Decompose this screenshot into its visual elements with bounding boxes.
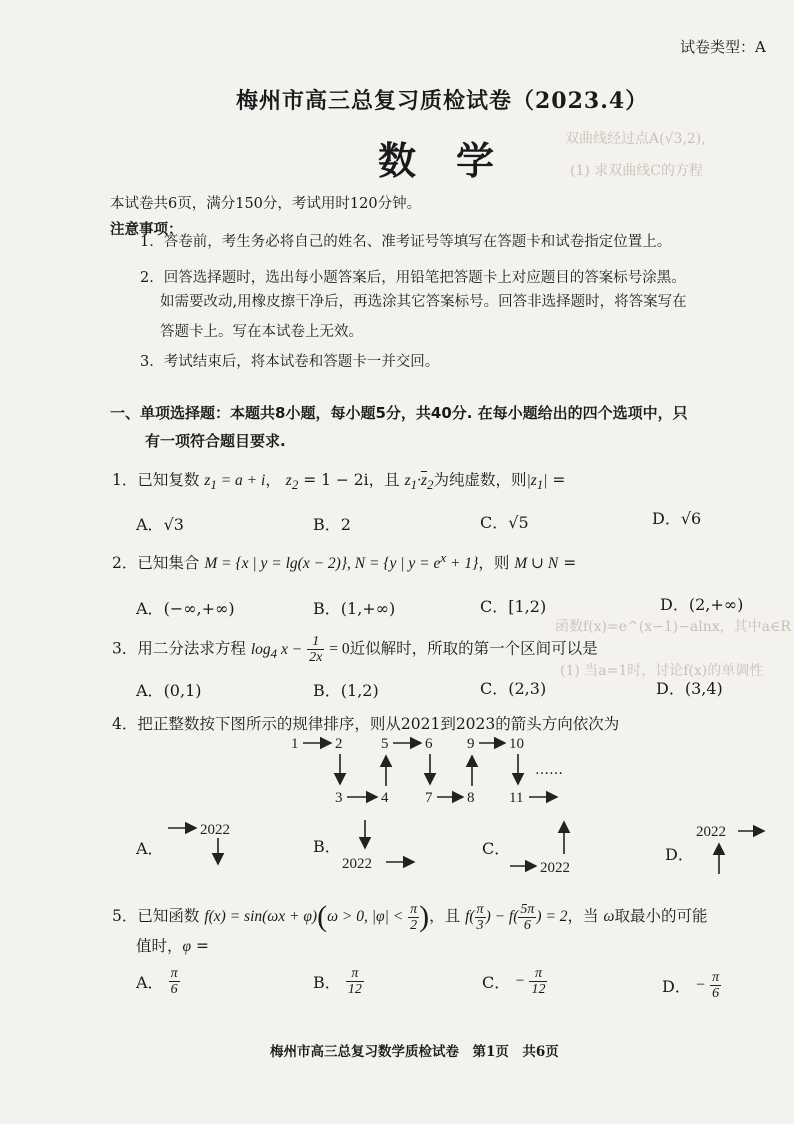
option-b[interactable]: B．2 (313, 515, 351, 534)
fraction-pi-over-3: $\frac{\pi}{3}$ (476, 901, 484, 933)
question-5-cont: 值时，φ = (136, 937, 210, 955)
option-d-diagram (694, 820, 784, 876)
grid-number-6: 6 (425, 736, 433, 752)
option-b[interactable]: B． (313, 837, 341, 856)
grid-number-1: 1 (291, 736, 299, 752)
paper-type-label: 试卷类型：A (680, 38, 766, 56)
notice-item-1: 1．答卷前，考生务必将自己的姓名、准考证号等填写在答题卡和试卷指定位置上。 (140, 234, 672, 250)
question-number: 1． (112, 471, 138, 489)
option-d[interactable]: D． − $\frac{\pi}{6}$ (662, 970, 720, 1001)
question-4 (112, 712, 619, 734)
option-c[interactable]: C． − $\frac{\pi}{12}$ (482, 966, 546, 997)
exam-intro: 本试卷共6页，满分150分，考试用时120分钟。 (110, 196, 422, 212)
question-text: ，当 (567, 907, 599, 925)
grid-number-4: 4 (381, 790, 389, 806)
question-text: 已知复数 (137, 471, 200, 489)
page-title: 梅州市高三总复习质检试卷（2023.4） (236, 88, 649, 114)
option-a[interactable]: A．(−∞,+∞) (136, 599, 235, 618)
notice-item-3: 3．考试结束后，将本试卷和答题卡一并交回。 (140, 354, 440, 370)
question-number: 5． (112, 907, 138, 925)
option-c[interactable]: C．(2,3) (480, 679, 547, 698)
fraction-neg-pi-over-12: $\frac{\pi}{12}$ (531, 966, 546, 997)
grid-number-11: 11 (509, 790, 524, 806)
option-b[interactable]: B．(1,+∞) (313, 599, 396, 618)
question-number: 2． (112, 554, 138, 573)
bleed-text-2: (1) 求双曲线C的方程 (570, 163, 703, 179)
fraction-pi-over-2: $\frac{\pi}{2}$ (410, 901, 418, 933)
bleed-text-1: 双曲线经过点A(√3,2), (565, 131, 706, 147)
option-c[interactable]: C． (482, 839, 511, 858)
grid-number-9: 9 (467, 736, 475, 752)
fraction-pi-over-12: $\frac{\pi}{12}$ (347, 966, 362, 997)
option-a-value: 2022 (200, 822, 230, 838)
formula-product: $z_1\cdot\overline{z}_2$ (404, 472, 434, 493)
question-3: 3．用二分法求方程 $\log_4 x$ − $\frac{1}{2x}$ = 0近似解时，所取的第一个区间可以是 (112, 634, 598, 665)
option-a[interactable]: A． (136, 839, 164, 858)
question-text: 用二分法求方程 (137, 639, 246, 658)
question-text: 取最小的可能 (614, 907, 708, 925)
option-c-diagram (510, 816, 610, 876)
grid-number-2: 2 (335, 736, 343, 752)
formula-z2: $z_2$ (285, 472, 299, 493)
question-2: 2．已知集合 M = {x | y = lg(x − 2)}, N = {y | $y = e^x + 1$}，则 M ∪ N = (112, 550, 577, 573)
notice-item-2-cont2: 答题卡上。写在本试卷上无效。 (160, 324, 363, 340)
notice-item-2-cont: 如需要改动,用橡皮擦干净后，再选涂其它答案标号。回答非选择题时，将答案写在 (160, 294, 687, 310)
option-b-value: 2022 (342, 856, 372, 872)
fraction-1-over-2x: $\frac{1}{2x}$ (309, 634, 323, 665)
option-a[interactable]: A．√3 (136, 515, 184, 534)
question-1: 1．已知复数 $z_1 = a + i$， $z_2 = 1 - 2i$，且 $z_1\cdot\overline{z}_2$为纯虚数，则$|z_1|$ = (112, 471, 566, 493)
grid-number-7: 7 (425, 790, 433, 806)
option-a-diagram (168, 818, 268, 868)
formula-f: f(x) = sin(ωx + φ) (204, 908, 318, 925)
grid-number-3: 3 (335, 790, 343, 806)
option-b[interactable]: B． $\frac{\pi}{12}$ (313, 966, 362, 997)
notice-item-2: 2．回答选择题时，选出每小题答案后，用铅笔把答题卡上对应题目的答案标号涂黑。 (140, 270, 686, 286)
bleed-text-4: (1) 当a=1时，讨论f(x)的单调性 (560, 663, 764, 679)
fraction-neg-pi-over-6: $\frac{\pi}{6}$ (712, 970, 720, 1001)
grid-ellipsis: …… (535, 762, 563, 778)
section-heading: 一、单项选择题：本题共8小题，每小题5分，共40分. 在每小题给出的四个选项中，只 (110, 404, 688, 422)
formula-log: $\log_4 x$ − (250, 640, 303, 661)
page-footer: 梅州市高三总复习数学质检试卷 第1页 共6页 (270, 1044, 559, 1060)
question-text: 把正整数按下图所示的规律排序，则从2021到2023的箭头方向依次为 (137, 715, 620, 733)
option-c[interactable]: C．√5 (480, 513, 529, 532)
option-c[interactable]: C．[1,2) (480, 597, 547, 616)
question-text: 值时， (136, 937, 183, 955)
option-d[interactable]: D． (665, 845, 694, 864)
notice-heading: 注意事项： (110, 222, 183, 238)
option-b-diagram (340, 818, 440, 874)
grid-number-8: 8 (467, 790, 475, 806)
option-d[interactable]: D．√6 (652, 509, 702, 528)
option-d[interactable]: D．(2,+∞) (660, 595, 744, 614)
question-text: 已知函数 (137, 907, 200, 925)
formula-z1: $z_1 = a + i$ (204, 472, 266, 493)
subject-title: 数学 (378, 138, 535, 183)
option-b[interactable]: B．(1,2) (313, 681, 379, 700)
formula-set-m: M = {x | y = lg(x − 2)}, N = {y | $y = e^x + 1$} (204, 550, 479, 573)
bleed-text-3: 函数f(x)=e^(x−1)−alnx，其中a∈R (555, 619, 791, 635)
question-text: ，则 (478, 554, 510, 573)
question-text: ，且 (429, 907, 461, 925)
question-text: 为纯虚数，则 (433, 471, 527, 489)
fraction-pi-over-6: $\frac{\pi}{6}$ (170, 966, 178, 997)
fraction-5pi-over-6: $\frac{5\pi}{6}$ (520, 901, 535, 933)
question-text: 已知集合 (137, 554, 200, 573)
question-text: 近似解时，所取的第一个区间可以是 (349, 639, 598, 658)
question-number: 4． (112, 715, 138, 733)
number-arrow-diagram (285, 732, 585, 812)
grid-number-10: 10 (509, 736, 524, 752)
grid-number-5: 5 (381, 736, 389, 752)
option-d[interactable]: D．(3,4) (656, 679, 723, 698)
question-5: 5．已知函数 f(x) = sin(ωx + φ)(ω > 0, |φ| < $\frac{\pi}{2}$ )，且 f( $\frac{\pi}{3}$ ) − f( $\frac{5\pi}{6}$ ) = 2，当 ω取最小的可能 (112, 900, 708, 933)
option-c-value: 2022 (540, 860, 570, 876)
question-text: ，且 (368, 471, 400, 489)
option-a[interactable]: A．(0,1) (136, 681, 202, 700)
option-d-value: 2022 (696, 824, 726, 840)
section-heading-cont: 有一项符合题目要求. (145, 432, 286, 450)
formula-abs: $|z_1|$ (526, 472, 548, 493)
option-a[interactable]: A． $\frac{\pi}{6}$ (136, 966, 178, 997)
formula-union: M ∪ N (514, 555, 559, 573)
question-number: 3． (112, 639, 138, 658)
